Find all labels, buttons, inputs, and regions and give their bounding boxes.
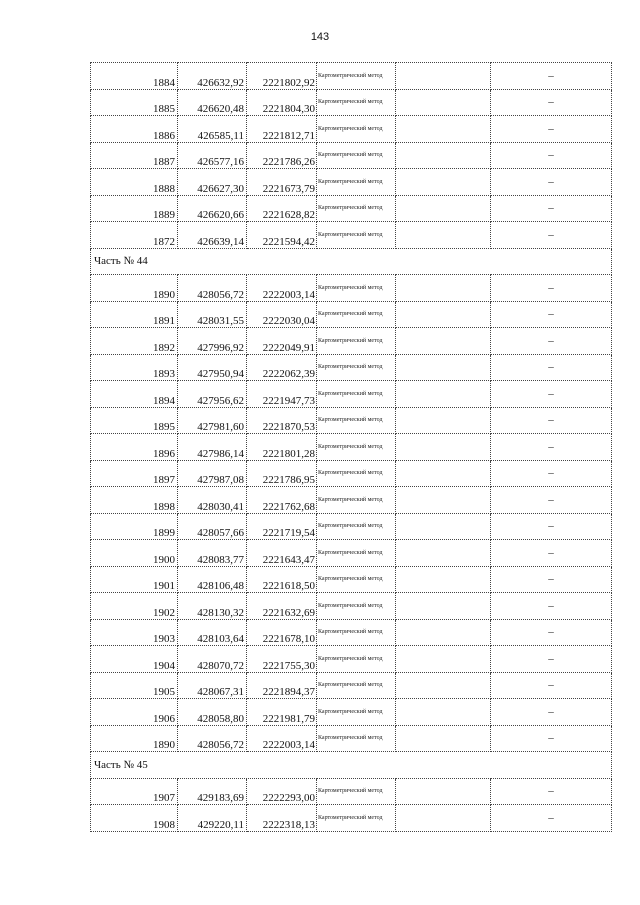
- y-coordinate-cell: 2221632,69: [247, 593, 317, 620]
- method-cell: Картометрический метод: [317, 328, 396, 355]
- empty-cell: [396, 116, 491, 143]
- dash-cell: –: [491, 63, 612, 90]
- dash-cell: –: [491, 805, 612, 832]
- y-coordinate-cell: 2222293,00: [247, 778, 317, 805]
- y-coordinate-cell: 2221673,79: [247, 169, 317, 196]
- dash-cell: –: [491, 619, 612, 646]
- page-number: 143: [310, 31, 330, 43]
- method-cell: Картометрический метод: [317, 566, 396, 593]
- point-number-cell: 1902: [91, 593, 178, 620]
- point-number-cell: 1885: [91, 89, 178, 116]
- method-cell: Картометрический метод: [317, 646, 396, 673]
- empty-cell: [396, 328, 491, 355]
- method-cell: Картометрический метод: [317, 116, 396, 143]
- table-row: [91, 460, 612, 487]
- table-row: [91, 487, 612, 514]
- section-title: Часть № 45: [91, 752, 612, 779]
- table-row: [91, 275, 612, 302]
- empty-cell: [396, 699, 491, 726]
- method-cell: Картометрический метод: [317, 381, 396, 408]
- x-coordinate-cell: 428056,72: [178, 275, 247, 302]
- table-row: [91, 778, 612, 805]
- dash-cell: –: [491, 195, 612, 222]
- method-cell: Картометрический метод: [317, 460, 396, 487]
- x-coordinate-cell: 428103,64: [178, 619, 247, 646]
- y-coordinate-cell: 2221628,82: [247, 195, 317, 222]
- dash-cell: –: [491, 725, 612, 752]
- empty-cell: [396, 672, 491, 699]
- empty-cell: [396, 222, 491, 249]
- empty-cell: [396, 778, 491, 805]
- point-number-cell: 1900: [91, 540, 178, 567]
- x-coordinate-cell: 428031,55: [178, 301, 247, 328]
- method-cell: Картометрический метод: [317, 513, 396, 540]
- point-number-cell: 1901: [91, 566, 178, 593]
- y-coordinate-cell: 2221762,68: [247, 487, 317, 514]
- table-row: [91, 805, 612, 832]
- point-number-cell: 1897: [91, 460, 178, 487]
- y-coordinate-cell: 2221678,10: [247, 619, 317, 646]
- y-coordinate-cell: 2222318,13: [247, 805, 317, 832]
- y-coordinate-cell: 2222049,91: [247, 328, 317, 355]
- x-coordinate-cell: 426627,30: [178, 169, 247, 196]
- empty-cell: [396, 407, 491, 434]
- table-row: [91, 566, 612, 593]
- point-number-cell: 1905: [91, 672, 178, 699]
- empty-cell: [396, 487, 491, 514]
- table-row: [91, 540, 612, 567]
- dash-cell: –: [491, 646, 612, 673]
- y-coordinate-cell: 2221786,26: [247, 142, 317, 169]
- point-number-cell: 1898: [91, 487, 178, 514]
- dash-cell: –: [491, 169, 612, 196]
- x-coordinate-cell: 426585,11: [178, 116, 247, 143]
- table-row: [91, 89, 612, 116]
- y-coordinate-cell: 2221786,95: [247, 460, 317, 487]
- dash-cell: –: [491, 142, 612, 169]
- method-cell: Картометрический метод: [317, 778, 396, 805]
- dash-cell: –: [491, 540, 612, 567]
- point-number-cell: 1907: [91, 778, 178, 805]
- y-coordinate-cell: 2221812,71: [247, 116, 317, 143]
- point-number-cell: 1895: [91, 407, 178, 434]
- y-coordinate-cell: 2221870,53: [247, 407, 317, 434]
- method-cell: Картометрический метод: [317, 222, 396, 249]
- point-number-cell: 1872: [91, 222, 178, 249]
- section-header-row: [91, 752, 612, 779]
- empty-cell: [396, 725, 491, 752]
- x-coordinate-cell: 428106,48: [178, 566, 247, 593]
- table-row: [91, 142, 612, 169]
- dash-cell: –: [491, 275, 612, 302]
- x-coordinate-cell: 426620,66: [178, 195, 247, 222]
- table-row: [91, 381, 612, 408]
- table-row: [91, 434, 612, 461]
- section-header-row: [91, 248, 612, 275]
- x-coordinate-cell: 426577,16: [178, 142, 247, 169]
- table-row: [91, 354, 612, 381]
- empty-cell: [396, 566, 491, 593]
- method-cell: Картометрический метод: [317, 805, 396, 832]
- table-row: [91, 593, 612, 620]
- dash-cell: –: [491, 460, 612, 487]
- method-cell: Картометрический метод: [317, 487, 396, 514]
- dash-cell: –: [491, 699, 612, 726]
- x-coordinate-cell: 427956,62: [178, 381, 247, 408]
- method-cell: Картометрический метод: [317, 301, 396, 328]
- empty-cell: [396, 540, 491, 567]
- dash-cell: –: [491, 434, 612, 461]
- empty-cell: [396, 275, 491, 302]
- table-row: [91, 116, 612, 143]
- y-coordinate-cell: 2221804,30: [247, 89, 317, 116]
- dash-cell: –: [491, 222, 612, 249]
- method-cell: Картометрический метод: [317, 142, 396, 169]
- y-coordinate-cell: 2221719,54: [247, 513, 317, 540]
- table-row: [91, 328, 612, 355]
- dash-cell: –: [491, 354, 612, 381]
- empty-cell: [396, 805, 491, 832]
- x-coordinate-cell: 428057,66: [178, 513, 247, 540]
- point-number-cell: 1891: [91, 301, 178, 328]
- y-coordinate-cell: 2221594,42: [247, 222, 317, 249]
- method-cell: Картометрический метод: [317, 275, 396, 302]
- empty-cell: [396, 63, 491, 90]
- dash-cell: –: [491, 566, 612, 593]
- table-row: [91, 646, 612, 673]
- x-coordinate-cell: 428058,80: [178, 699, 247, 726]
- x-coordinate-cell: 428067,31: [178, 672, 247, 699]
- point-number-cell: 1886: [91, 116, 178, 143]
- dash-cell: –: [491, 89, 612, 116]
- method-cell: Картометрический метод: [317, 434, 396, 461]
- dash-cell: –: [491, 301, 612, 328]
- method-cell: Картометрический метод: [317, 407, 396, 434]
- dash-cell: –: [491, 513, 612, 540]
- empty-cell: [396, 381, 491, 408]
- method-cell: Картометрический метод: [317, 354, 396, 381]
- x-coordinate-cell: 427981,60: [178, 407, 247, 434]
- empty-cell: [396, 301, 491, 328]
- method-cell: Картометрический метод: [317, 672, 396, 699]
- method-cell: Картометрический метод: [317, 89, 396, 116]
- empty-cell: [396, 460, 491, 487]
- x-coordinate-cell: 428070,72: [178, 646, 247, 673]
- y-coordinate-cell: 2221801,28: [247, 434, 317, 461]
- section-title: Часть № 44: [91, 248, 612, 275]
- table-row: [91, 407, 612, 434]
- y-coordinate-cell: 2221802,92: [247, 63, 317, 90]
- dash-cell: –: [491, 778, 612, 805]
- point-number-cell: 1908: [91, 805, 178, 832]
- dash-cell: –: [491, 672, 612, 699]
- dash-cell: –: [491, 328, 612, 355]
- dash-cell: –: [491, 116, 612, 143]
- x-coordinate-cell: 426639,14: [178, 222, 247, 249]
- dash-cell: –: [491, 381, 612, 408]
- table-row: [91, 63, 612, 90]
- empty-cell: [396, 195, 491, 222]
- table-row: [91, 195, 612, 222]
- y-coordinate-cell: 2222062,39: [247, 354, 317, 381]
- x-coordinate-cell: 428030,41: [178, 487, 247, 514]
- x-coordinate-cell: 427950,94: [178, 354, 247, 381]
- table-row: [91, 169, 612, 196]
- method-cell: Картометрический метод: [317, 725, 396, 752]
- table-row: [91, 222, 612, 249]
- y-coordinate-cell: 2221618,50: [247, 566, 317, 593]
- point-number-cell: 1884: [91, 63, 178, 90]
- method-cell: Картометрический метод: [317, 540, 396, 567]
- x-coordinate-cell: 427986,14: [178, 434, 247, 461]
- y-coordinate-cell: 2222003,14: [247, 275, 317, 302]
- empty-cell: [396, 593, 491, 620]
- table-row: [91, 513, 612, 540]
- coordinates-table: [90, 62, 612, 832]
- method-cell: Картометрический метод: [317, 699, 396, 726]
- point-number-cell: 1899: [91, 513, 178, 540]
- method-cell: Картометрический метод: [317, 63, 396, 90]
- x-coordinate-cell: 427987,08: [178, 460, 247, 487]
- y-coordinate-cell: 2221755,30: [247, 646, 317, 673]
- method-cell: Картометрический метод: [317, 169, 396, 196]
- table-row: [91, 619, 612, 646]
- table-row: [91, 301, 612, 328]
- empty-cell: [396, 89, 491, 116]
- point-number-cell: 1894: [91, 381, 178, 408]
- x-coordinate-cell: 429183,69: [178, 778, 247, 805]
- point-number-cell: 1903: [91, 619, 178, 646]
- point-number-cell: 1904: [91, 646, 178, 673]
- x-coordinate-cell: 428083,77: [178, 540, 247, 567]
- x-coordinate-cell: 428056,72: [178, 725, 247, 752]
- point-number-cell: 1888: [91, 169, 178, 196]
- empty-cell: [396, 646, 491, 673]
- dash-cell: –: [491, 593, 612, 620]
- method-cell: Картометрический метод: [317, 195, 396, 222]
- point-number-cell: 1893: [91, 354, 178, 381]
- y-coordinate-cell: 2222030,04: [247, 301, 317, 328]
- empty-cell: [396, 434, 491, 461]
- point-number-cell: 1892: [91, 328, 178, 355]
- x-coordinate-cell: 426620,48: [178, 89, 247, 116]
- table-row: [91, 725, 612, 752]
- empty-cell: [396, 354, 491, 381]
- y-coordinate-cell: 2222003,14: [247, 725, 317, 752]
- point-number-cell: 1906: [91, 699, 178, 726]
- dash-cell: –: [491, 487, 612, 514]
- empty-cell: [396, 619, 491, 646]
- point-number-cell: 1889: [91, 195, 178, 222]
- point-number-cell: 1896: [91, 434, 178, 461]
- y-coordinate-cell: 2221981,79: [247, 699, 317, 726]
- point-number-cell: 1890: [91, 275, 178, 302]
- table-row: [91, 699, 612, 726]
- x-coordinate-cell: 428130,32: [178, 593, 247, 620]
- table-row: [91, 672, 612, 699]
- x-coordinate-cell: 426632,92: [178, 63, 247, 90]
- method-cell: Картометрический метод: [317, 619, 396, 646]
- x-coordinate-cell: 427996,92: [178, 328, 247, 355]
- y-coordinate-cell: 2221947,73: [247, 381, 317, 408]
- empty-cell: [396, 513, 491, 540]
- y-coordinate-cell: 2221894,37: [247, 672, 317, 699]
- method-cell: Картометрический метод: [317, 593, 396, 620]
- empty-cell: [396, 142, 491, 169]
- x-coordinate-cell: 429220,11: [178, 805, 247, 832]
- y-coordinate-cell: 2221643,47: [247, 540, 317, 567]
- point-number-cell: 1887: [91, 142, 178, 169]
- point-number-cell: 1890: [91, 725, 178, 752]
- dash-cell: –: [491, 407, 612, 434]
- empty-cell: [396, 169, 491, 196]
